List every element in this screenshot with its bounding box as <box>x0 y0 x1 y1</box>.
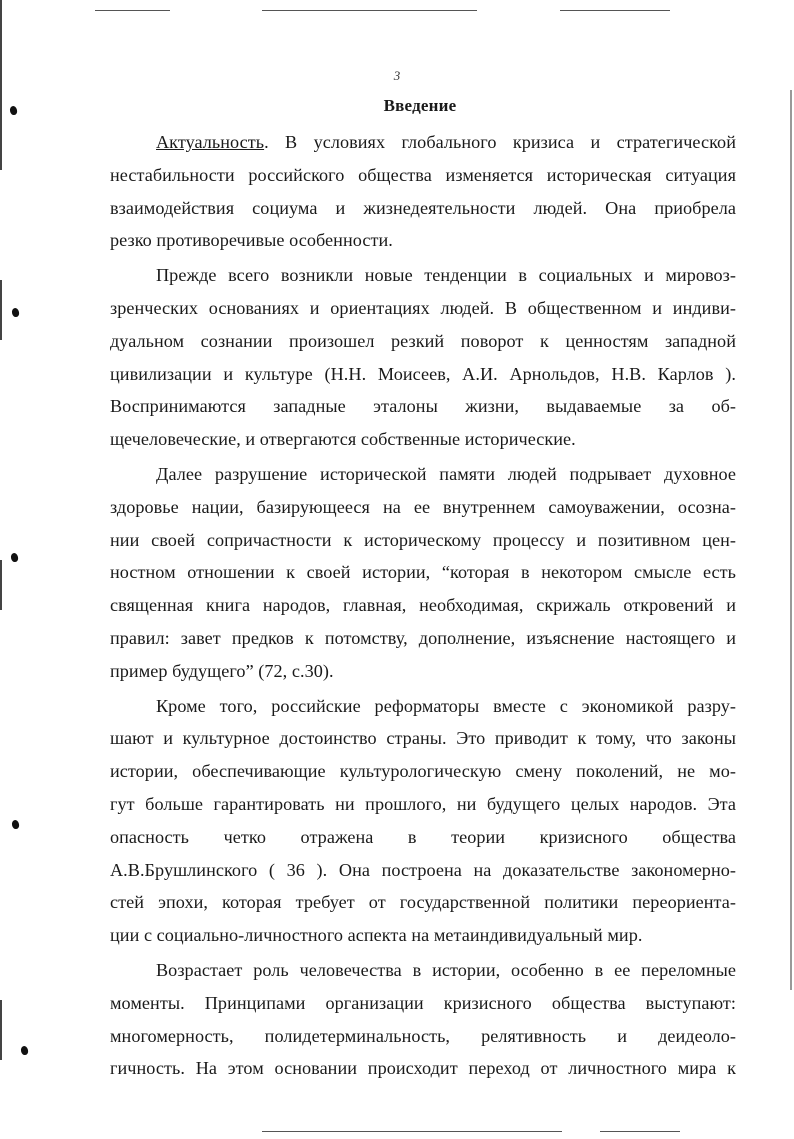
page-number: 3 <box>393 68 401 83</box>
scan-bottom-line <box>262 1131 562 1132</box>
scan-bottom-line-right <box>600 1131 680 1132</box>
scan-top-line-middle <box>262 10 477 11</box>
paragraph-tendencies <box>110 259 736 456</box>
binding-hole-mark <box>10 552 19 562</box>
text-line: А.В.Брушлинского ( 36 ). Она построена на доказательстве закономерно- <box>110 859 736 880</box>
text-line: Кроме того, российские реформаторы вместе с экономикой разру- <box>156 695 736 716</box>
text-line: цивилизации и культуре (Н.Н. Моисеев, А.И. Арнольдов, Н.В. Карлов ). <box>110 363 736 384</box>
text-line: гичность. На этом основании происходит переход от личностного мира к <box>110 1058 736 1079</box>
text-line: зренческих основаниях и ориентациях людей. В общественном и индиви- <box>110 297 736 318</box>
text-line: Прежде всего возникли новые тенденции в социальных и мировоз- <box>156 265 736 286</box>
text-line: стей эпохи, которая требует от государственной политики переориента- <box>110 892 736 913</box>
text-line: правил: завет предков к потомству, дополнение, изъяснение настоящего и <box>110 627 736 648</box>
binding-hole-mark <box>20 1045 29 1055</box>
text-line: моменты. Принципами организации кризисного общества выступают: <box>110 992 736 1013</box>
paragraph-relevance <box>110 126 736 257</box>
section-title: Введение <box>383 96 457 115</box>
paragraph-reformers <box>110 690 736 952</box>
relevance-heading: Актуальность <box>156 132 265 152</box>
text-line: ции с социально-личностного аспекта на метаиндивидуальный мир. <box>110 925 643 946</box>
text-line: резко противоречивые особенности. <box>110 230 393 251</box>
text-line: дуальном сознании произошел резкий поворот к ценностям западной <box>110 330 736 351</box>
text-line: Возрастает роль человечества в истории, особенно в ее переломные <box>156 959 736 980</box>
text-line: многомерность, полидетерминальность, релятивность и деидеоло- <box>110 1025 736 1046</box>
text-line: шают и культурное достоинство страны. Это приводит к тому, что законы <box>110 728 736 749</box>
scan-left-edge-line <box>0 560 2 610</box>
scan-left-edge-line <box>0 280 2 340</box>
text-line: Воспринимаются западные эталоны жизни, выдаваемые за об- <box>110 396 736 417</box>
scan-top-line-left <box>95 10 170 11</box>
body-text <box>110 126 736 1085</box>
text-line: взаимодействия социума и жизнедеятельности людей. Она приобрела <box>110 197 736 218</box>
text-line: гут больше гарантировать ни прошлого, ни будущего целых народов. Эта <box>110 793 736 814</box>
text-line: ностном отношении к своей истории, “которая в некотором смысле есть <box>110 562 736 583</box>
text-line: Актуальность. В условиях глобального кризиса и стратегической <box>156 132 736 152</box>
scan-right-edge-line <box>790 90 792 990</box>
text-line: Далее разрушение исторической памяти людей подрывает духовное <box>156 463 736 484</box>
scan-top-line-right <box>560 10 670 11</box>
text-line: щечеловеческие, и отвергаются собственные исторические. <box>110 429 576 450</box>
text-line: опасность четко отражена в теории кризисного общества <box>110 826 736 847</box>
paragraph-historical-memory <box>110 458 736 688</box>
text-line: пример будущего” (72, с.30). <box>110 660 334 681</box>
text-line: священная книга народов, главная, необходимая, скрижаль откровений и <box>110 595 736 616</box>
text-line: истории, обеспечивающие культурологическую смену поколений, не мо- <box>110 761 736 782</box>
scan-left-edge-line <box>0 1000 2 1060</box>
scan-left-edge-line <box>0 0 2 170</box>
text-line: нестабильности российского общества изменяется историческая ситуация <box>110 164 736 185</box>
paragraph-humanity-role <box>110 954 736 1085</box>
binding-hole-mark <box>11 819 20 829</box>
binding-hole-mark <box>11 307 20 317</box>
text-line: здоровье нации, базирующееся на ее внутреннем самоуважении, осозна- <box>110 496 736 517</box>
text-line: нии своей сопричастности к историческому процессу и позитивном цен- <box>110 529 736 550</box>
